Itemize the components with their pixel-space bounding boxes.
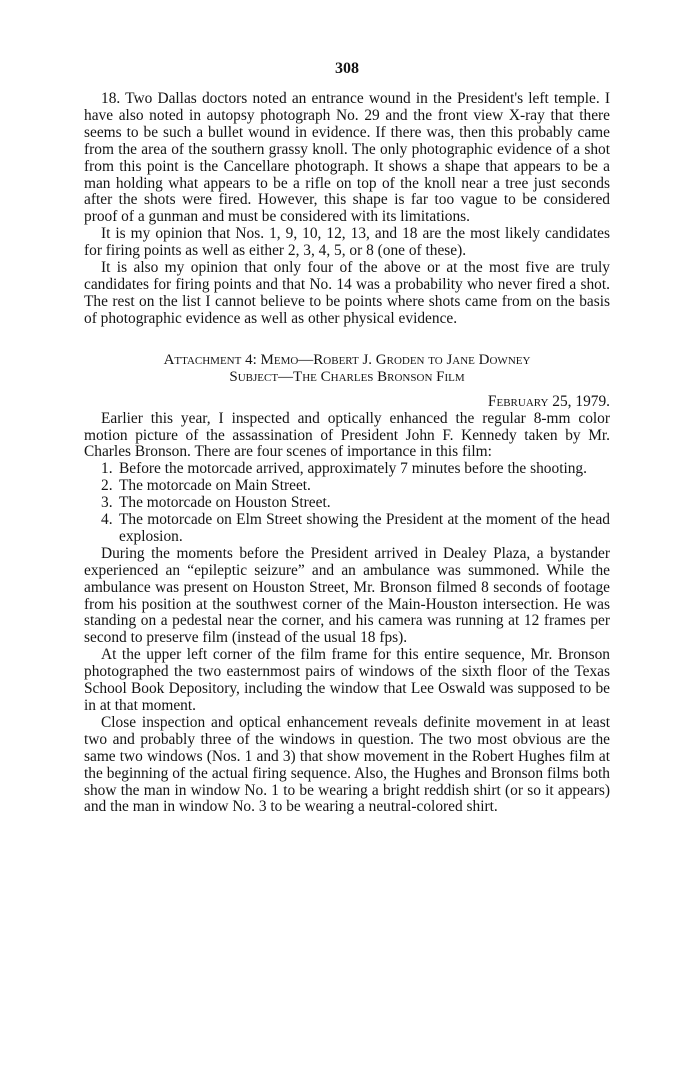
page-number: 308: [335, 60, 359, 77]
attachment-heading-line1: Attachment 4: Memo—Robert J. Groden to Jane Downey: [163, 351, 531, 368]
list-item: [84, 495, 610, 512]
attachment-heading-line2: Subject—The Charles Bronson Film: [229, 368, 465, 385]
document-page: [84, 60, 610, 816]
list-item-text: The motorcade on Elm Street showing the President at the moment of the head explosion.: [119, 511, 610, 545]
list-item: [84, 461, 610, 478]
list-item-number: 3.: [101, 494, 113, 512]
list-item-text: Before the motorcade arrived, approximately 7 minutes before the shooting.: [119, 460, 587, 478]
paragraph-memo-intro: Earlier this year, I inspected and optically enhanced the regular 8-mm color motion picture of the assassination of President John F. Kennedy taken by Mr. Charles Bronson. There are four scenes of importance in this film:: [84, 409, 610, 461]
paragraph-item-18: 18. Two Dallas doctors noted an entrance wound in the President's left temple. I have also noted in autopsy photograph No. 29 and the front view X-ray that there seems to be such a bullet wound in evidence. If there was, then this probably came from the area of the southern grassy knoll. The only photographic evidence of a shot from this point is the Cancellare photograph. It shows a shape that appears to be a man holding what appears to be a rifle on top of the knoll near a tree just seconds after the shots were fired. However, this shape is far too vague to be considered proof of a gunman and must be considered with its limitations.: [84, 90, 610, 226]
list-item-number: 4.: [101, 511, 113, 529]
paragraph-window-movement: Close inspection and optical enhancement reveals definite movement in at least two and probably three of the windows in question. The two most obvious are the same two windows (Nos. 1 and 3) that show movement in the Robert Hughes film at the beginning of the actual firing sequence. Also, the Hughes and Bronson films both show the man in window No. 1 to be wearing a bright reddish shirt (or so it appears) and the man in window No. 3 to be wearing a neutral-colored shirt.: [84, 713, 610, 816]
paragraph-film-frame: At the upper left corner of the film frame for this entire sequence, Mr. Bronson photographed the two easternmost pairs of windows of the sixth floor of the Texas School Book Depository, including the window that Lee Oswald was supposed to be in at that moment.: [84, 646, 610, 714]
paragraph-likely-candidates: It is my opinion that Nos. 1, 9, 10, 12, 13, and 18 are the most likely candidates for firing points as well as either 2, 3, 4, 5, or 8 (one of these).: [84, 225, 610, 260]
memo-date: February 25, 1979.: [487, 392, 610, 410]
list-item: [84, 512, 610, 546]
attachment-heading: [84, 352, 610, 386]
list-item-number: 2.: [101, 477, 113, 495]
scenes-list: [84, 461, 610, 546]
paragraph-opinion: It is also my opinion that only four of the above or at the most five are truly candidates for firing points and that No. 14 was a probability who never fired a shot. The rest on the list I cannot believe to be points where shots came from on the basis of photographic evidence as well as other physical evidence.: [84, 259, 610, 327]
list-item-text: The motorcade on Houston Street.: [119, 494, 331, 512]
list-item: [84, 478, 610, 495]
paragraph-ambulance: During the moments before the President arrived in Dealey Plaza, a bystander experienced an “epileptic seizure” and an ambulance was summoned. While the ambulance was present on Houston Street, Mr. Bronson filmed 8 seconds of footage from his position at the southwest corner of the Main-Houston intersection. He was standing on a pedestal near the corner, and his camera was running at 12 frames per second to preserve film (instead of the usual 18 fps).: [84, 544, 610, 647]
list-item-text: The motorcade on Main Street.: [119, 477, 311, 495]
list-item-number: 1.: [101, 460, 113, 478]
